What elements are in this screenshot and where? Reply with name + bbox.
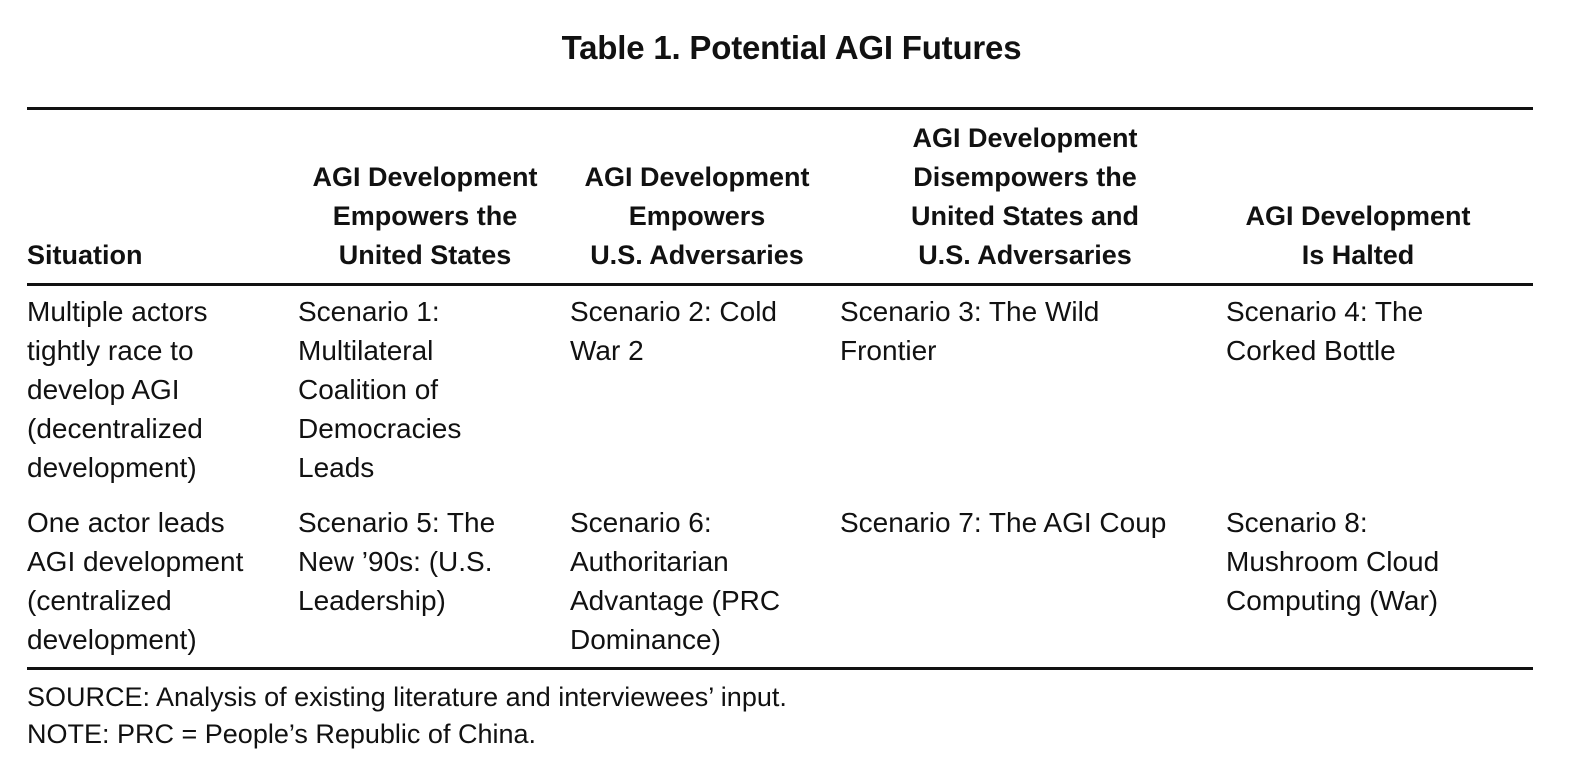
header-empowers-adversaries: AGI Development Empowers U.S. Adversaries — [584, 162, 810, 270]
row2-scenario5-cell: Scenario 5: The New ’90s: (U.S. Leadership) — [298, 507, 496, 616]
header-rule — [27, 283, 1533, 286]
row1-situation-cell: Multiple actors tightly race to develop AGI (decentralized development) — [27, 296, 208, 483]
header-empowers-us: AGI Development Empowers the United States — [312, 162, 538, 270]
abbreviation-note: NOTE: PRC = People’s Republic of China. — [27, 719, 536, 749]
row2-situation-cell: One actor leads AGI development (centralized development) — [27, 507, 244, 655]
table-bottom-rule — [27, 667, 1533, 670]
row2-scenario8-cell: Scenario 8: Mushroom Cloud Computing (War) — [1226, 507, 1440, 616]
row2-scenario7-cell: Scenario 7: The AGI Coup — [840, 507, 1167, 538]
row2-scenario6-cell: Scenario 6: Authoritarian Advantage (PRC Dominance) — [570, 507, 781, 655]
header-situation: Situation — [27, 240, 143, 270]
header-halted: AGI Development Is Halted — [1245, 201, 1471, 270]
row1-scenario2-cell: Scenario 2: Cold War 2 — [570, 296, 778, 366]
row1-scenario3-cell: Scenario 3: The Wild Frontier — [840, 296, 1100, 366]
row1-scenario1-cell: Scenario 1: Multilateral Coalition of Democracies Leads — [298, 296, 462, 483]
source-note: SOURCE: Analysis of existing literature and interviewees’ input. — [27, 682, 787, 712]
header-disempowers-both: AGI Development Disempowers the United States and U.S. Adversaries — [910, 123, 1140, 270]
table-title: Table 1. Potential AGI Futures — [561, 29, 1022, 66]
row1-scenario4-cell: Scenario 4: The Corked Bottle — [1226, 296, 1424, 366]
table-top-rule — [27, 107, 1533, 110]
